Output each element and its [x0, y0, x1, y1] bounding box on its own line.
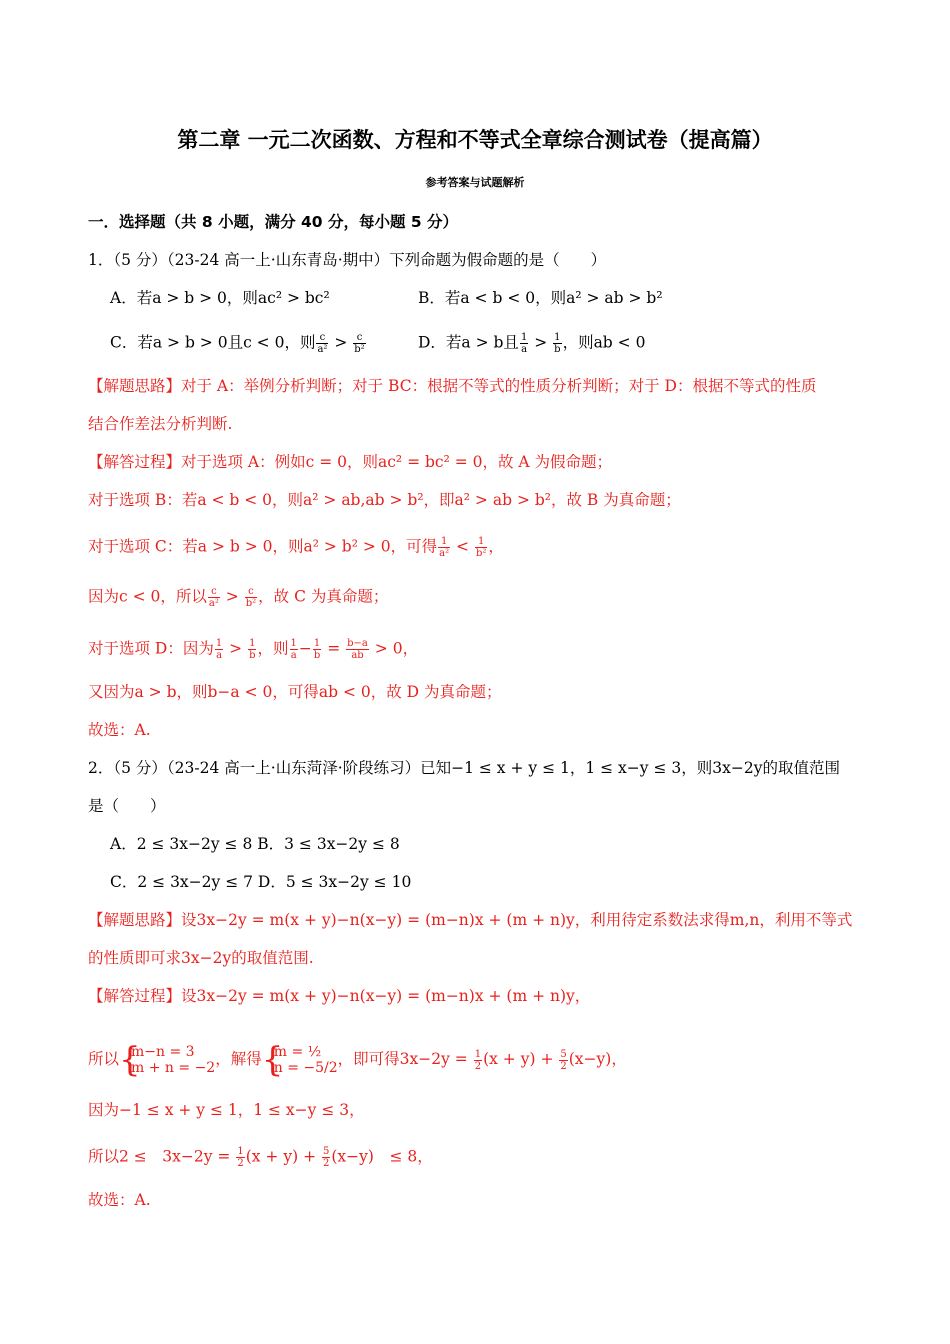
q1-process-line6: 又因为a > b，则b−a < 0，可得ab < 0，故 D 为真命题；: [88, 683, 502, 701]
page-title: 第二章 一元二次函数、方程和不等式全章综合测试卷（提高篇）: [177, 128, 773, 152]
section-heading: 一．选择题（共 8 小题，满分 40 分，每小题 5 分）: [88, 213, 459, 231]
fraction: $\frac{c}{\text{a²}}$: [317, 332, 328, 355]
q2-process-line1: 【解答过程】设3x−2y = m(x + y)−n(x−y) = (m−n)x + (m + n)y，: [88, 987, 591, 1005]
q2-process-line4: 所以2 ≤ 3x−2y = $\frac{1}{2}$ (x + y) + $\frac{5}{2}$ (x−y) ≤ 8，: [88, 1146, 433, 1169]
equation-system: { m = ½ n = −5/2: [261, 1040, 338, 1080]
q1-process-line3: 对于选项 C：若a > b > 0，则a² > b² > 0，可得 $\frac{1}{\text{a²}}$ < $\frac{1}{\text{b²}}$ ，: [88, 536, 504, 559]
q1-option-d: D．若a > b且 $\frac{1}{a}$ > $\frac{1}{b}$ ，则ab < 0: [418, 332, 646, 355]
fraction: $\frac{c}{\text{b²}}$: [354, 332, 365, 355]
q1-stem: 1．（5 分）（23-24 高一上·山东青岛·期中）下列命题为假命题的是（ ）: [88, 251, 607, 269]
q1-option-b: B．若a < b < 0，则a² > ab > b²: [418, 289, 663, 307]
q1-answer: 故选：A.: [88, 721, 151, 739]
q2-process-line2: 所以 { m−n = 3 m + n = −2 ，解得 { m = ½ n = −5/2 ，即可得3x−2y = $\frac{1}{2}$ (x + y) + $\frac{5}{2}$ (x−y)，: [88, 1040, 627, 1080]
q1-option-a: A．若a > b > 0，则ac² > bc²: [110, 289, 330, 307]
q1-option-c-text: C．若a > b > 0且c < 0，则: [110, 333, 316, 352]
page-subtitle: 参考答案与试题解析: [425, 176, 525, 189]
equation-system: { m−n = 3 m + n = −2: [119, 1040, 216, 1080]
q2-idea-line2: 的性质即可求3x−2y的取值范围.: [88, 949, 314, 967]
q1-process-line4: 因为c < 0，所以 $\frac{c}{\text{a²}}$ > $\frac{c}{\text{b²}}$ ，故 C 为真命题；: [88, 586, 389, 609]
q1-process-line2: 对于选项 B：若a < b < 0，则a² > ab,ab > b²，即a² > ab > b²，故 B 为真命题；: [88, 491, 681, 509]
q1-idea-line1: 【解题思路】对于 A：举例分析判断；对于 BC：根据不等式的性质分析判断；对于 D：根据不等式的性质: [88, 377, 817, 395]
q1-option-c: C．若a > b > 0且c < 0，则 $\frac{c}{\text{a²}}$ > $\frac{c}{\text{b²}}$: [110, 332, 365, 355]
fraction: $\frac{1}{a}$: [520, 332, 528, 355]
q1-process-line1: 【解答过程】对于选项 A：例如c = 0，则ac² = bc² = 0，故 A 为假命题；: [88, 453, 613, 471]
q1-idea-line2: 结合作差法分析判断.: [88, 415, 233, 433]
q2-process-line3: 因为−1 ≤ x + y ≤ 1，1 ≤ x−y ≤ 3，: [88, 1101, 365, 1119]
q2-answer: 故选：A.: [88, 1191, 151, 1209]
q2-stem-line1: 2．（5 分）（23-24 高一上·山东菏泽·阶段练习）已知−1 ≤ x + y ≤ 1，1 ≤ x−y ≤ 3，则3x−2y的取值范围: [88, 759, 840, 777]
q2-options-ab: A．2 ≤ 3x−2y ≤ 8 B．3 ≤ 3x−2y ≤ 8: [110, 835, 400, 853]
q2-idea-line1: 【解题思路】设3x−2y = m(x + y)−n(x−y) = (m−n)x + (m + n)y，利用待定系数法求得m,n，利用不等式: [88, 911, 853, 929]
q1-process-line5: 对于选项 D：因为 $\frac{1}{a}$ > $\frac{1}{b}$ ，则 $\frac{1}{a}$ − $\frac{1}{b}$ = $\frac{b-a}{ab}$ > 0，: [88, 638, 419, 661]
fraction: $\frac{1}{b}$: [554, 332, 561, 355]
q2-options-cd: C．2 ≤ 3x−2y ≤ 7 D．5 ≤ 3x−2y ≤ 10: [110, 873, 412, 891]
q2-stem-line2: 是（ ）: [88, 797, 166, 815]
